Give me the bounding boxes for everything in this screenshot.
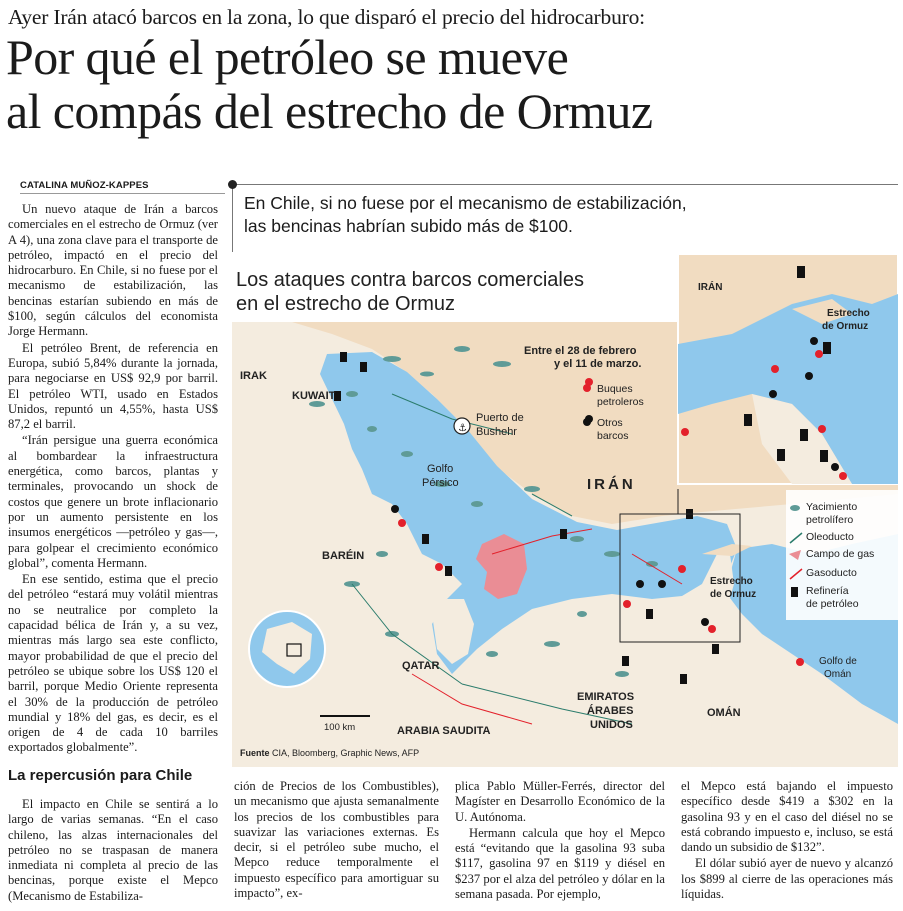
legend-merchant-1: Buques [597, 383, 633, 395]
label-golfo-oman-2: Omán [824, 669, 852, 680]
article-column-1-continued [8, 797, 218, 909]
byline: CATALINA MUÑOZ-KAPPES [20, 180, 149, 191]
headline-line-2: al compás del estrecho de Ormuz [6, 83, 653, 139]
legend-merchant-2: petroleros [597, 396, 644, 408]
paragraph: El dólar subió ayer de nuevo y alcanzó los $899 al cierre de las operaciones más líquidas. [681, 856, 893, 902]
paragraph: ción de Precios de los Combustibles), un mecanismo que ajusta semanalmente los precios de los combustibles para suavizar las variaciones externas. Es decir, si el petróleo sube mucho, el Mepco reduce temporalmente el impuesto específico para amortiguar su impacto”, ex- [234, 779, 439, 901]
label-emiratos-1: EMIRATOS [577, 691, 635, 703]
label-emiratos-2: ÁRABES [587, 705, 634, 717]
dates-line-1: Entre el 28 de febrero [524, 345, 637, 357]
label-oman: OMÁN [707, 707, 741, 719]
legend-oleoducto: Oleoducto [806, 531, 854, 543]
article-column-2 [234, 779, 439, 909]
svg-text:⚓: ⚓ [458, 423, 467, 434]
paragraph: “Irán persigue una guerra económica al bombardear la infraestructura energética, como barcos, plantas y terminales, provocando un shock de costos que genere un brote inflacionario por un aumento persistente en los insumos energéticos —petróleo y gas—, para golpear el crecimiento económico global”, comenta Hermann. [8, 433, 218, 570]
legend-other-2: barcos [597, 430, 629, 442]
label-estrecho-inset-1: Estrecho [827, 308, 870, 319]
hormuz-map [232, 254, 898, 767]
graphic-title [236, 268, 656, 316]
paragraph: El impacto en Chile se sentirá a lo largo de varias semanas. “En el caso chileno, las alzas internacionales del petróleo no se traspasan de manera inmediata ni completa al precio de las bencinas, porque existe el Mepco (Mecanismo de Estabiliza- [8, 797, 218, 903]
legend-yacimiento-2: petrolífero [806, 514, 854, 526]
label-puerto-2: Bushehr [476, 426, 517, 438]
label-kuwait: KUWAIT [292, 390, 336, 402]
label-golfo-oman-1: Golfo de [819, 656, 857, 667]
label-iran: IRÁN [587, 476, 636, 493]
dates-line-2: y el 11 de marzo. [554, 358, 642, 370]
label-barein: BARÉIN [322, 550, 365, 562]
pullquote-rule [232, 184, 898, 185]
pullquote-line-2: las bencinas habrían subido más de $100. [244, 216, 573, 236]
label-arabia: ARABIA SAUDITA [397, 725, 491, 737]
paragraph: el Mepco está bajando el impuesto específico desde $419 a $302 en la gasolina 93 y en el caso del diésel no se está cobrando impuesto e, incluso, se está dando un subsidio de $132”. [681, 779, 893, 855]
kicker: Ayer Irán atacó barcos en la zona, lo que disparó el precio del hidrocarburo: [8, 5, 645, 29]
label-puerto-1: Puerto de [476, 412, 524, 424]
graphic-title-line-1: Los ataques contra barcos comerciales [236, 269, 584, 291]
legend-refineria-1: Refinería [806, 585, 849, 597]
paragraph: En ese sentido, estima que el precio del petróleo “estará muy volátil mientras no se neutralice por completo la capacidad bélica de Irán y, a su vez, mientras más largo sea este conflicto, mayor probabilidad de que el precio del petróleo se ubique sobre los US$ 120 el barril, porque Medio Oriente representa el 30% de la producción de petróleo mundial y 18% del gas, es decir, es el origen de 4 de cada 10 barriles exportados globalmente”. [8, 572, 218, 755]
label-estrecho-1: Estrecho [710, 576, 753, 587]
headline [6, 30, 898, 138]
article-column-3 [455, 779, 665, 909]
pullquote [244, 192, 884, 238]
legend-yacimiento-1: Yacimiento [806, 501, 858, 513]
paragraph: Hermann calcula que hoy el Mepco está “evitando que la gasolina 93 suba $117, gasolina 97 en $119 y diésel en $237 por el alza del petróleo y dólar en la semana pasada. Por ejemplo, [455, 825, 665, 902]
article-column-4 [681, 779, 893, 909]
globe-icon [249, 611, 325, 687]
pullquote-bullet [228, 180, 237, 189]
label-emiratos-3: UNIDOS [590, 719, 633, 731]
scale-label: 100 km [324, 722, 356, 733]
legend-refineria-2: de petróleo [806, 598, 859, 610]
label-estrecho-inset-2: de Ormuz [822, 321, 869, 332]
legend-other-1: Otros [597, 417, 623, 429]
legend-gasoducto: Gasoducto [806, 567, 857, 579]
label-golfo-2: Pérsico [422, 477, 459, 489]
graphic-title-line-2: en el estrecho de Ormuz [236, 293, 455, 315]
label-estrecho-2: de Ormuz [710, 589, 757, 600]
section-subhead: La repercusión para Chile [8, 767, 193, 784]
article-column-1 [8, 202, 218, 757]
label-qatar: QATAR [402, 660, 440, 672]
label-golfo-1: Golfo [427, 463, 454, 475]
legend-campo-gas: Campo de gas [806, 548, 875, 560]
paragraph: El petróleo Brent, de referencia en Europa, subió 5,84% durante la jornada, para negociarse en US$ 92,9 por barril. El petróleo WTI, usado en Estados Unidos, repuntó un 4,55%, hasta US$ 87,2 el barril. [8, 340, 218, 432]
source-label: Fuente [240, 748, 270, 758]
graphic-source [240, 748, 419, 758]
source-text: CIA, Bloomberg, Graphic News, AFP [272, 748, 420, 758]
paragraph: Un nuevo ataque de Irán a barcos comerciales en el estrecho de Ormuz (ver A 4), una zona clave para el transporte de petróleo, impactó en el precio del hidrocarburo. En Chile, si no fuese por el mecanismo de estabilización, las bencinas estarían subiendo en más de $100, según cálculos del economista Jorge Hermann. [8, 202, 218, 339]
paragraph: plica Pablo Müller-Ferrés, director del Magíster en Desarrollo Económico de la U. Autónoma. [455, 779, 665, 824]
label-irak: IRAK [240, 370, 267, 382]
byline-rule [20, 193, 225, 194]
pullquote-vertical-rule [232, 184, 233, 252]
label-iran-inset: IRÁN [698, 282, 723, 293]
pullquote-line-1: En Chile, si no fuese por el mecanismo de estabilización, [244, 193, 687, 213]
headline-line-1: Por qué el petróleo se mueve [6, 29, 569, 85]
